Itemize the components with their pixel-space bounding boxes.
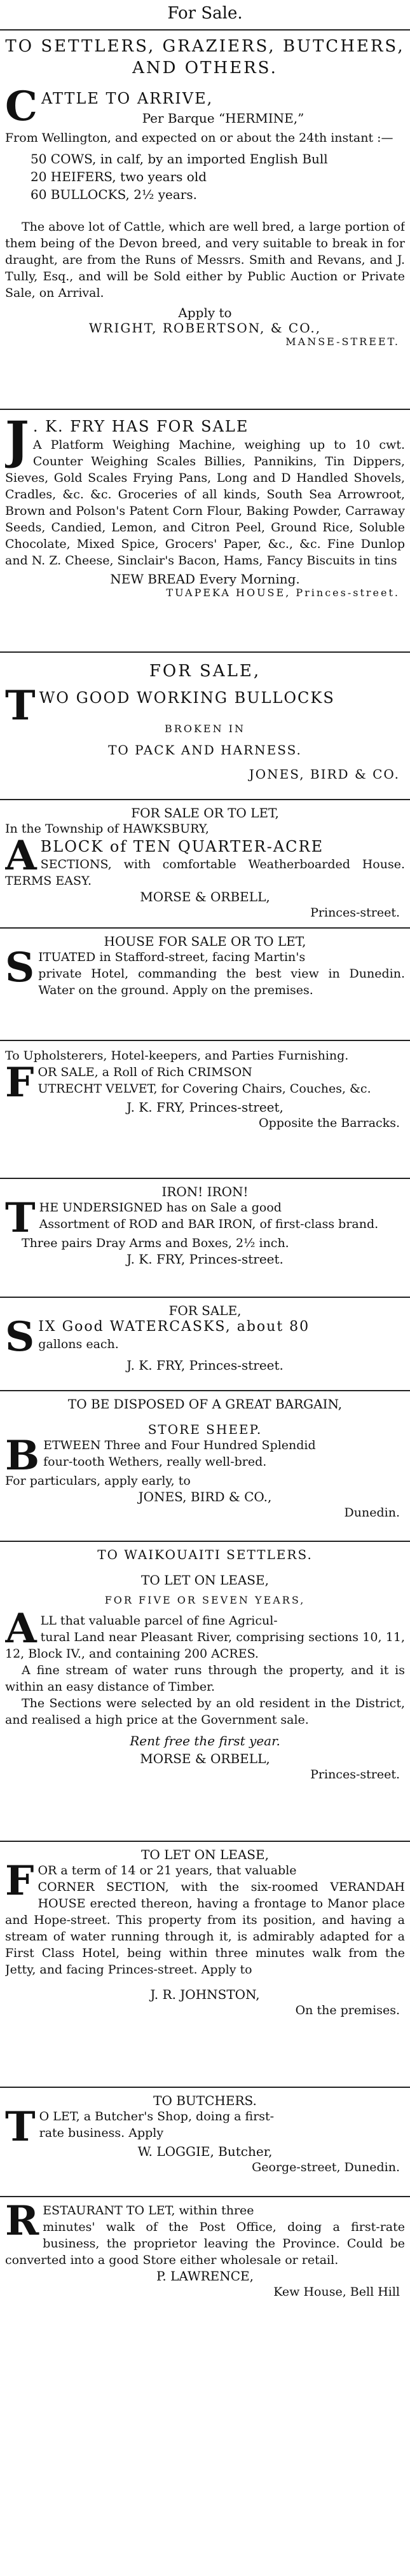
ad-sub: TO LET ON LEASE, (141, 1572, 269, 1588)
ad-lead: ESTAURANT TO LET, within three (43, 2204, 254, 2218)
ad-lead: ETWEEN Three and Four Hundred Splendid (43, 1438, 316, 1452)
drop-cap: R (5, 2197, 39, 2245)
ad-firm: W. LOGGIE, Butcher, (137, 2144, 273, 2159)
ad-firm: WRIGHT, ROBERTSON, & CO., (88, 320, 322, 336)
ad-header: IRON! IRON! (161, 1184, 249, 1199)
ad-lead: WO GOOD WORKING BULLOCKS (39, 689, 335, 707)
ad-body: Assortment of ROD and BAR IRON, of first-class brand. (39, 1217, 379, 1231)
drop-cap: F (5, 1857, 34, 1905)
ad-firm: P. LAWRENCE, (156, 2268, 254, 2284)
ad-bread: NEW BREAD Every Morning. (110, 571, 300, 587)
ad-header: TO SETTLERS, GRAZIERS, BUTCHERS, AND OTHERS. (5, 37, 405, 78)
ad-address: Princes-street. (310, 906, 400, 920)
ad-lead: HE UNDERSIGNED has on Sale a good (39, 1201, 282, 1215)
drop-cap: A (5, 832, 37, 880)
drop-cap: T (5, 682, 36, 730)
ad-store-sheep (5, 1391, 405, 1541)
ad-paragraph: The Sections were selected by an old resident in the District, and realised a high price at the Government sale. (5, 1696, 405, 1727)
ad-address: Princes-street. (310, 1768, 400, 1782)
ad-firm: MORSE & ORBELL, (140, 1751, 270, 1766)
ad-address: George-street, Dunedin. (252, 2160, 400, 2174)
ad-lead: ATTLE TO ARRIVE, (41, 90, 214, 107)
ad-body: private Hotel, commanding the best view in Dunedin. Water on the ground. Apply on the premises. (38, 967, 405, 997)
ad-lead: BLOCK of TEN QUARTER-ACRE (40, 838, 324, 855)
ad-body: tural Land near Pleasant River, comprising sections 10, 11, 12, Block IV., and containing 200 ACRES. (5, 1630, 405, 1661)
ad-paragraph: A fine stream of water runs through the property, and it is within an easy distance of Timber. (5, 1663, 405, 1694)
ad-header: TO WAIKOUAITI SETTLERS. (97, 1547, 313, 1562)
ad-lead: ITUATED in Stafford-street, facing Martin's (38, 950, 306, 964)
ad-lead: LL that valuable parcel of fine Agricul- (40, 1614, 278, 1628)
ad-body: CORNER SECTION, with the six-roomed VERANDAH HOUSE erected thereon, having a frontage to Manor place and Hope-street. This property from its position, and having a stream of water running through it, is admirably adapted for a First Class Hotel, being within three minutes walk from the Jetty, and facing Princes-street. Apply to (5, 1880, 405, 1977)
ad-address: On the premises. (295, 2003, 400, 2017)
ad-line: Three pairs Dray Arms and Boxes, 2½ inch. (22, 1236, 289, 1250)
ad-address: Opposite the Barracks. (259, 1116, 400, 1130)
ad-lead: O LET, a Butcher's Shop, doing a first- (39, 2109, 275, 2123)
ad-header: TO BUTCHERS. (153, 2093, 257, 2108)
ad-years: FOR FIVE OR SEVEN YEARS, (104, 1594, 306, 1606)
ad-firm: J. K. FRY, Princes-street. (126, 1251, 284, 1267)
drop-cap: B (5, 1432, 40, 1480)
ad-body: minutes' walk of the Post Office, doing a first-rate business, the proprietor leaving the Province. Could be converted into a good Store either wholesale or retail. (5, 2220, 405, 2267)
drop-cap: S (5, 1313, 35, 1361)
ad-iron (5, 1179, 405, 1297)
ad-firm: JONES, BIRD & CO. (249, 767, 400, 782)
ad-lead: OR SALE, a Roll of Rich CRIMSON (38, 1065, 252, 1079)
column-title: For Sale. (167, 4, 243, 23)
ad-house (5, 929, 405, 1040)
ad-body: four-tooth Wethers, really well-bred. (43, 1455, 267, 1469)
drop-cap: A (5, 1605, 37, 1653)
ad-body: The above lot of Cattle, which are well bred, a large portion of them being of the Devon breed, and very suitable to break in for draught, are from the Runs of Messrs. Smith and Revans, and J. Tully, Esq., and will be Sold either by Public Auction or Private Sale, on Arrival. (5, 220, 405, 300)
ad-hawksbury (5, 800, 405, 927)
drop-cap: C (5, 83, 38, 130)
ad-lead: . K. FRY HAS FOR SALE (32, 418, 249, 435)
ad-header: FOR SALE, (168, 1303, 242, 1318)
ad-sub: STORE SHEEP. (147, 1422, 263, 1437)
list-item: 60 BULLOCKS, 2½ years. (31, 187, 197, 202)
ad-corner-section (5, 1842, 405, 2087)
ad-header: TO BE DISPOSED OF A GREAT BARGAIN, (67, 1396, 343, 1412)
list-item: 20 HEIFERS, two years old (31, 169, 207, 184)
ad-fry-goods (5, 410, 405, 651)
ad-header: To Upholsterers, Hotel-keepers, and Parties Furnishing. (5, 1049, 349, 1063)
ad-velvet (5, 1041, 405, 1178)
ad-intro: From Wellington, and expected on or about the 24th instant :— (5, 131, 393, 145)
ad-body: gallons each. (38, 1337, 119, 1351)
drop-cap: S (5, 944, 35, 992)
ad-address: Kew House, Bell Hill (273, 2285, 400, 2299)
list-item: 50 COWS, in calf, by an imported English Bull (31, 151, 328, 167)
ad-apply: Apply to (178, 305, 232, 320)
ad-watercasks (5, 1298, 405, 1390)
ad-cattle (5, 31, 405, 409)
ad-address: Dunedin. (344, 1506, 400, 1520)
drop-cap: T (5, 1194, 36, 1242)
ad-header: TO LET ON LEASE, (141, 1847, 269, 1862)
ad-address: MANSE-STREET. (285, 336, 400, 348)
ad-lead: IX Good WATERCASKS, about 80 (38, 1319, 310, 1335)
ad-header: FOR SALE, (149, 662, 261, 681)
ad-sub: In the Township of HAWKSBURY, (5, 822, 209, 836)
ad-waikouaiti (5, 1542, 405, 1841)
ad-header: HOUSE FOR SALE OR TO LET, (104, 934, 306, 949)
ad-firm: JONES, BIRD & CO., (138, 1489, 272, 1504)
ad-address: TUAPEKA HOUSE, Princes-street. (166, 587, 400, 599)
ad-rent: Rent free the first year. (130, 1733, 280, 1748)
ad-body: UTRECHT VELVET, for Covering Chairs, Couches, &c. (38, 1082, 371, 1096)
ad-body: SECTIONS, with comfortable Weatherboarded House. TERMS EASY. (5, 857, 405, 888)
ad-body: A Platform Weighing Machine, weighing up to 10 cwt. Counter Weighing Scales Billies, Pannikins, Tin Dippers, Sieves, Gold Scales Frying Pans, Long and D Handled Shovels, Cradles, &c. &c. Groceries of all kinds, South Sea Arrowroot, Brown and Polson's Patent Corn Flour, Baking Powder, Carraway Seeds, Candied, Lemon, and Citron Peel, Ground Rice, Soluble Chocolate, Mixed Spice, Grocers' Paper, &c., &c. Fine Dunlop and N. Z. Cheese, Sinclair's Bacon, Hams, Fancy Biscuits in tins (5, 438, 405, 568)
ad-lead: OR a term of 14 or 21 years, that valuable (38, 1864, 297, 1877)
ad-header: FOR SALE OR TO LET, (131, 805, 279, 821)
ad-firm: J. R. JOHNSTON, (150, 1987, 260, 2002)
ad-restaurant (5, 2197, 405, 2315)
cattle-list (5, 150, 405, 203)
ad-butchers (5, 2088, 405, 2196)
ad-broken: BROKEN IN (165, 723, 245, 735)
ad-firm: J. K. FRY, Princes-street. (126, 1358, 284, 1373)
ad-body: rate business. Apply (39, 2126, 164, 2140)
drop-cap: T (5, 2103, 36, 2151)
ad-sub: TO PACK AND HARNESS. (108, 742, 302, 758)
ad-bullocks (5, 653, 405, 799)
drop-cap: J (5, 410, 29, 470)
ad-subhead: Per Barque “HERMINE,” (142, 111, 304, 126)
ad-apply: For particulars, apply early, to (5, 1474, 191, 1488)
ad-firm: MORSE & ORBELL, (140, 889, 270, 904)
ad-firm: J. K. FRY, Princes-street, (126, 1100, 284, 1115)
drop-cap: F (5, 1059, 34, 1107)
